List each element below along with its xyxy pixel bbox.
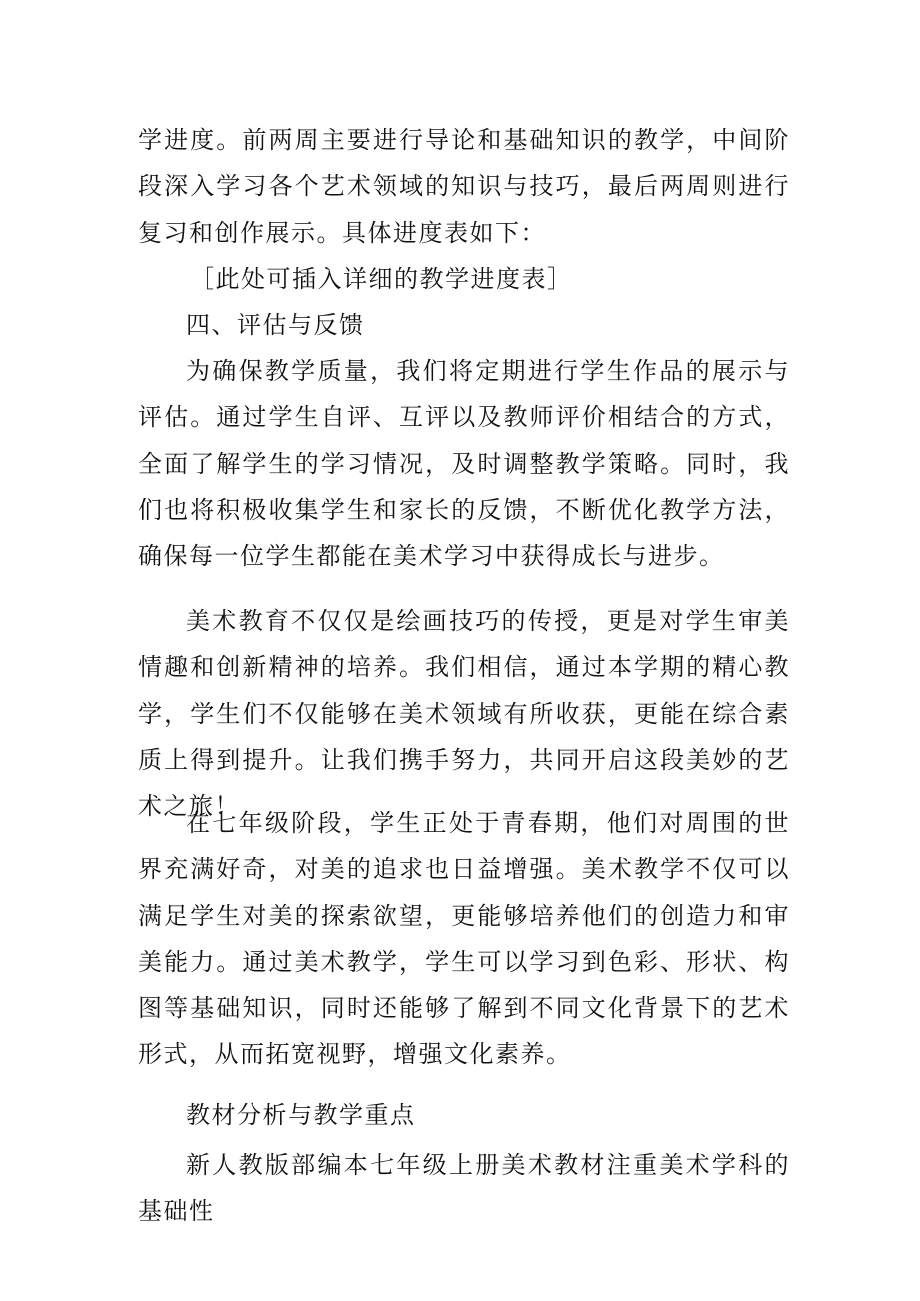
paragraph-evaluation: 为确保教学质量，我们将定期进行学生作品的展示与评估。通过学生自评、互评以及教师评价相结合的方式，全面了解学生的学习情况，及时调整教学策略。同时，我们也将积极收集学生和家长的反馈，不断优化教学方法，确保每一位学生都能在美术学习中获得成长与进步。 <box>138 357 790 571</box>
schedule-table-placeholder: ［此处可插入详细的教学进度表］ <box>190 265 573 293</box>
section-heading-material-analysis: 教材分析与教学重点 <box>186 1101 416 1129</box>
paragraph-teaching-schedule: 学进度。前两周主要进行导论和基础知识的教学，中间阶段深入学习各个艺术领域的知识与技巧，最后两周则进行复习和创作展示。具体进度表如下： <box>138 126 790 247</box>
section-heading-evaluation: 四、评估与反馈 <box>186 311 365 339</box>
paragraph-grade-seven: 在七年级阶段，学生正处于青春期，他们对周围的世界充满好奇，对美的追求也日益增强。美术教学不仅可以满足学生对美的探索欲望，更能够培养他们的创造力和审美能力。通过美术教学，学生可以学习到色彩、形状、构图等基础知识，同时还能够了解到不同文化背景下的艺术形式，从而拓宽视野，增强文化素养。 <box>138 809 790 1069</box>
paragraph-art-education: 美术教育不仅仅是绘画技巧的传授，更是对学生审美情趣和创新精神的培养。我们相信，通过本学期的精心教学，学生们不仅能够在美术领域有所收获，更能在综合素质上得到提升。让我们携手努力，共同开启这段美妙的艺术之旅！ <box>138 607 790 821</box>
paragraph-material-intro: 新人教版部编本七年级上册美术教材注重美术学科的基础性 <box>138 1151 790 1226</box>
